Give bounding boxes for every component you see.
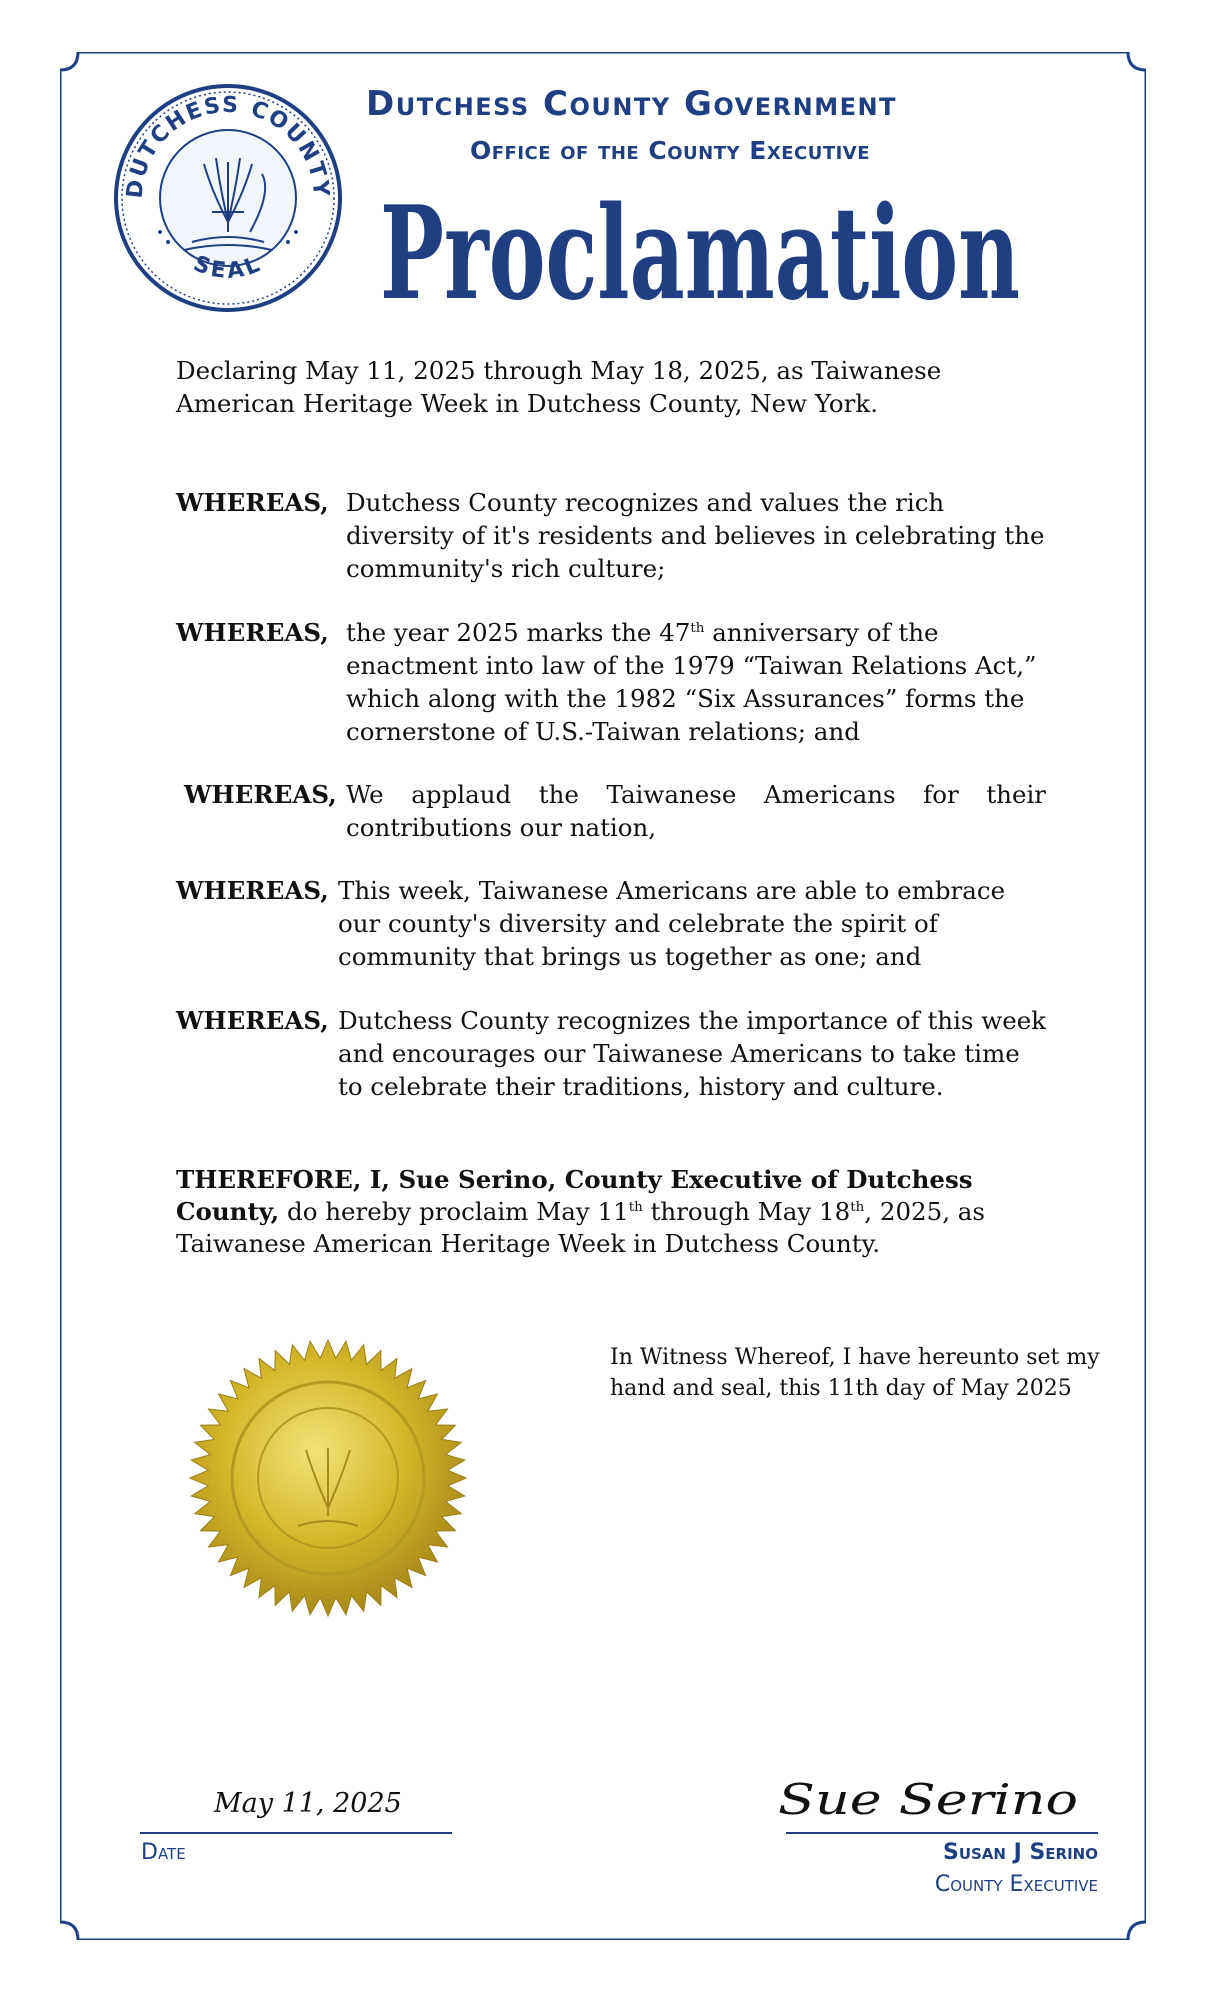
date-label: Date bbox=[141, 1840, 186, 1865]
proclamation-title-text: Proclamation bbox=[380, 179, 1020, 329]
whereas-text: Dutchess County recognizes the importance of this week and encourages our Taiwanese Americans to take time to celebrate their traditions, history and culture. bbox=[338, 1006, 1047, 1101]
seal-bottom-text: SEAL bbox=[189, 251, 267, 285]
document-border bbox=[60, 52, 1146, 1940]
government-heading: Dutchess County Government bbox=[366, 84, 897, 124]
therefore-paragraph: THEREFORE, I, Sue Serino, County Executive of Dutchess County, do hereby proclaim May 11th through May 18th, 2025, as Taiwanese American Heritage Week in Dutchess County. bbox=[176, 1165, 985, 1258]
whereas-text: This week, Taiwanese Americans are able to embrace our county's diversity and celebrate the spirit of community that brings us together as one; and bbox=[338, 876, 1006, 971]
whereas-label: WHEREAS, bbox=[176, 618, 329, 647]
signature-line bbox=[786, 1832, 1098, 1834]
signatory-title: County Executive bbox=[934, 1872, 1098, 1897]
date-value: May 11, 2025 bbox=[214, 1788, 402, 1819]
declaring-paragraph: Declaring May 11, 2025 through May 18, 2025, as Taiwanese American Heritage Week in Dutchess County, New York. bbox=[176, 356, 942, 418]
signature bbox=[770, 1760, 1100, 1832]
whereas-label: WHEREAS, bbox=[176, 488, 329, 517]
signatory-name: Susan J Serino bbox=[942, 1840, 1098, 1865]
date-line bbox=[140, 1832, 452, 1834]
county-seal-icon bbox=[112, 82, 344, 314]
witness-statement: In Witness Whereof, I have hereunto set my hand and seal, this 11th day of May 2025 bbox=[610, 1345, 1100, 1401]
office-subheading: Office of the County Executive bbox=[470, 136, 871, 165]
signature-text: Sue Serino bbox=[778, 1775, 1078, 1824]
whereas-label: WHEREAS, bbox=[176, 1006, 329, 1035]
whereas-text: the year 2025 marks the 47th anniversary of the enactment into law of the 1979 “Taiwan Relations Act,” which along with the 1982 “Six Assurances” forms the cornerstone of U.S.-Taiwan relations; and bbox=[346, 618, 1037, 746]
whereas-label: WHEREAS, bbox=[184, 780, 337, 809]
seal-top-text: DUTCHESS COUNTY bbox=[122, 92, 334, 200]
proclamation-title bbox=[380, 150, 1080, 329]
whereas-text: We applaud the Taiwanese Americans for their contributions our nation, bbox=[346, 780, 1046, 842]
whereas-label: WHEREAS, bbox=[176, 876, 329, 905]
whereas-text: Dutchess County recognizes and values the rich diversity of it's residents and believes in celebrating the community's rich culture; bbox=[346, 488, 1045, 583]
gold-seal-icon bbox=[186, 1336, 470, 1620]
